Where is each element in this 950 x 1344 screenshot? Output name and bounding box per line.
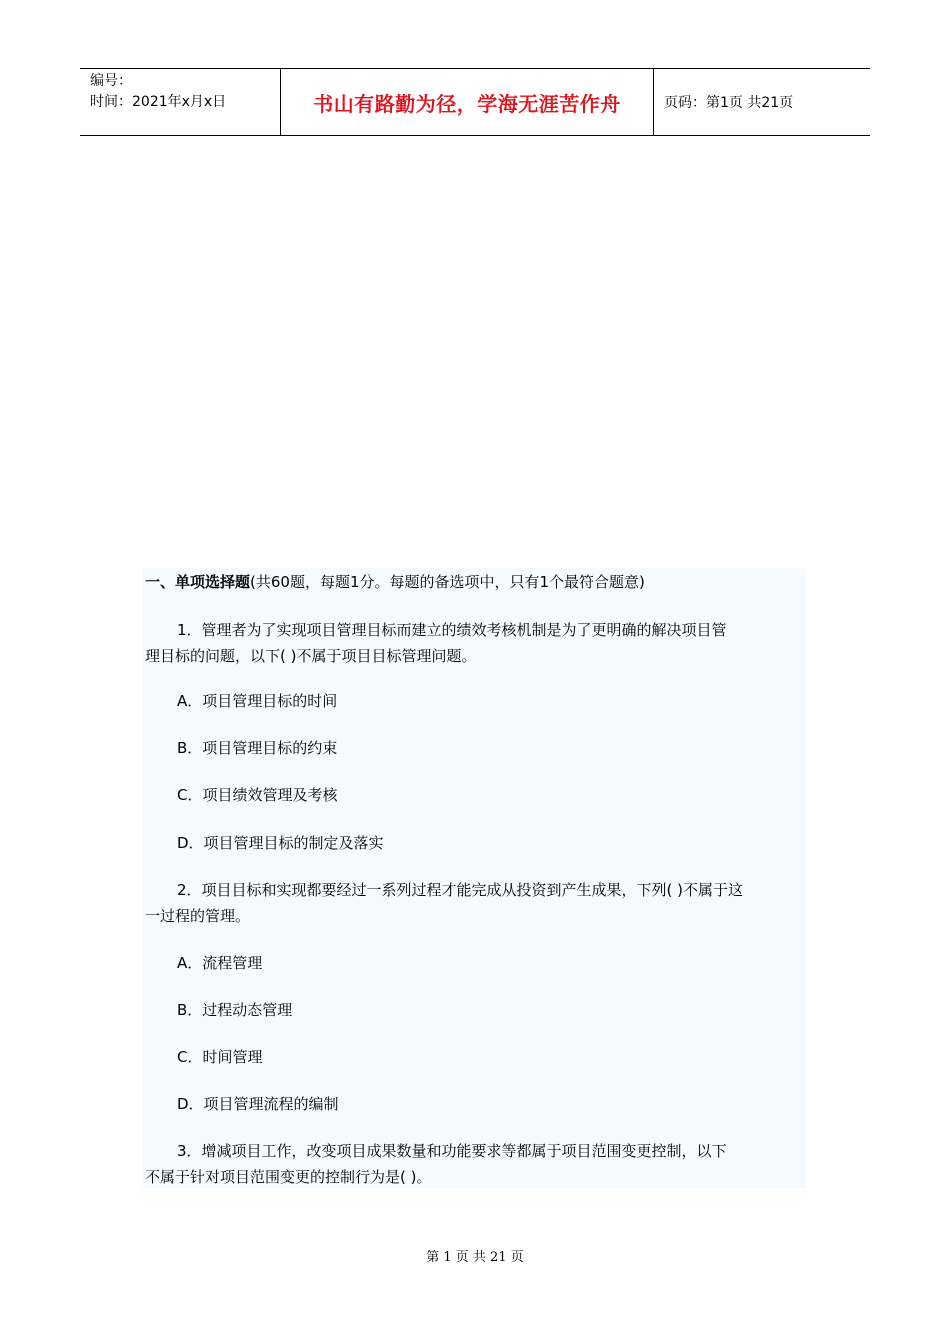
header-page-info: 页码：第1页 共21页 — [664, 95, 794, 111]
document-number-label: 编号： — [90, 73, 132, 89]
question-content — [143, 568, 806, 1188]
question-1-option-c: C．项目绩效管理及考核 — [177, 786, 338, 804]
question-2-text-line-2: 一过程的管理。 — [145, 907, 251, 925]
question-1-text-line-1: 1．管理者为了实现项目管理目标而建立的绩效考核机制是为了更明确的解决项目管 — [177, 621, 727, 639]
section-title-bold: 一、单项选择题 — [145, 573, 251, 591]
page-footer: 第 1 页 共 21 页 — [426, 1250, 524, 1265]
question-3-text-line-1: 3．增减项目工作，改变项目成果数量和功能要求等都属于项目范围变更控制，以下 — [177, 1142, 727, 1160]
document-header — [80, 68, 870, 136]
section-title-desc: (共60题，每题1分。每题的备选项中，只有1个最符合题意) — [250, 573, 645, 591]
question-2-option-c: C．时间管理 — [177, 1048, 263, 1066]
question-1-option-a: A．项目管理目标的时间 — [177, 692, 338, 710]
document-date: 时间：2021年x月x日 — [90, 94, 227, 110]
section-title — [145, 572, 645, 592]
question-1-option-b: B．项目管理目标的约束 — [177, 739, 338, 757]
question-3-text-line-2: 不属于针对项目范围变更的控制行为是( )。 — [145, 1168, 432, 1186]
header-meta — [80, 69, 281, 135]
question-1-text-line-2: 理目标的问题，以下( )不属于项目目标管理问题。 — [145, 647, 477, 665]
question-1-option-d: D．项目管理目标的制定及落实 — [177, 834, 384, 852]
question-2-option-d: D．项目管理流程的编制 — [177, 1095, 339, 1113]
header-motto: 书山有路勤为径，学海无涯苦作舟 — [281, 69, 654, 135]
question-2-option-a: A．流程管理 — [177, 954, 263, 972]
question-2-text-line-1: 2．项目目标和实现都要经过一系列过程才能完成从投资到产生成果，下列( )不属于这 — [177, 881, 744, 899]
question-2-option-b: B．过程动态管理 — [177, 1001, 293, 1019]
